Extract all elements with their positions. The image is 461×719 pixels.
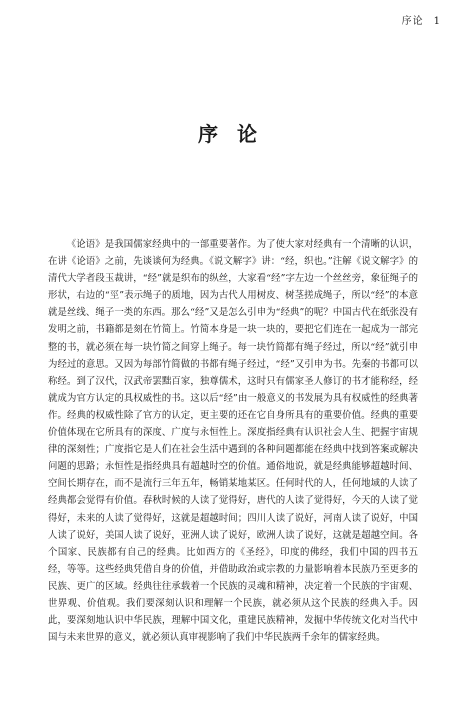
page-number: 1 bbox=[433, 16, 441, 27]
running-header bbox=[402, 12, 441, 27]
header-section-title: 序论 bbox=[401, 16, 424, 27]
body-paragraph: 《论语》是我国儒家经典中的一部重要著作。为了使大家对经典有一个清晰的认识，在讲《论语》之前，先谈谈何为经典。《说文解字》讲：“经，织也。”注解《说文解字》的清代大学者段玉裁讲，“经”就是织布的纵丝，大家看“经”字左边一个丝丝旁，象征绳子的形状，右边的“巠”表示绳子的质地，因为古代人用树皮、树茎搓成绳子，所以“经”的本意就是丝线、绳子一类的东西。那么“经”又是怎么引申为“经典”的呢？中国古代在纸张没有发明之前，书籍都是刻在竹简上。竹简本身是一块一块的，要把它们连在一起成为一部完整的书，就必须在每一块竹简之间穿上绳子。每一块竹简都有绳子经过，所以“经”就引申为经过的意思。又因为每部竹简做的书都有绳子经过，“经”又引申为书。先秦的书都可以称经。到了汉代，汉武帝罢黜百家，独尊儒术，这时只有儒家圣人修订的书才能称经，经就成为官方认定的具权威性的书。这以后“经”由一般意义的书发展为具有权威性的经典著作。经典的权威性除了官方的认定，更主要的还在它自身所具有的重要价值。经典的重要价值体现在它所具有的深度、广度与永恒性上。深度指经典有认识社会人生、把握宇宙规律的深刻性；广度指它是人们在社会生活中遇到的各种问题都能在经典中找到答案或解决问题的思路；永恒性是指经典具有超越时空的价值。通俗地说，就是经典能够超越时间、空间长期存在，而不是流行三年五年，畅销某地某区。任何时代的人，任何地域的人读了经典都会觉得有价值。春秋时候的人读了觉得好，唐代的人读了觉得好，今天的人读了觉得好，未来的人读了觉得好，这就是超越时间；四川人读了说好，河南人读了说好，中国人读了说好，美国人读了说好，亚洲人读了说好，欧洲人读了说好，这就是超越空间。各个国家、民族都有自己的经典。比如西方的《圣经》，印度的佛经，我们中国的四书五经，等等。这些经典凭借自身的价值，并借助政治或宗教的力量影响着本民族乃至更多的民族、更广的区域。经典往往承载着一个民族的灵魂和精神，决定着一个民族的宇宙观、世界观、价值观。我们要深刻认识和理解一个民族，就必须从这个民族的经典入手。因此，要深刻地认识中华民族，理解中国文化，重建民族精神，发掘中华传统文化对当代中国与未来世界的意义，就必须认真审视影响了我们中华民族两千余年的儒家经典。 bbox=[48, 239, 418, 644]
chapter-title: 序 论 bbox=[198, 122, 263, 146]
